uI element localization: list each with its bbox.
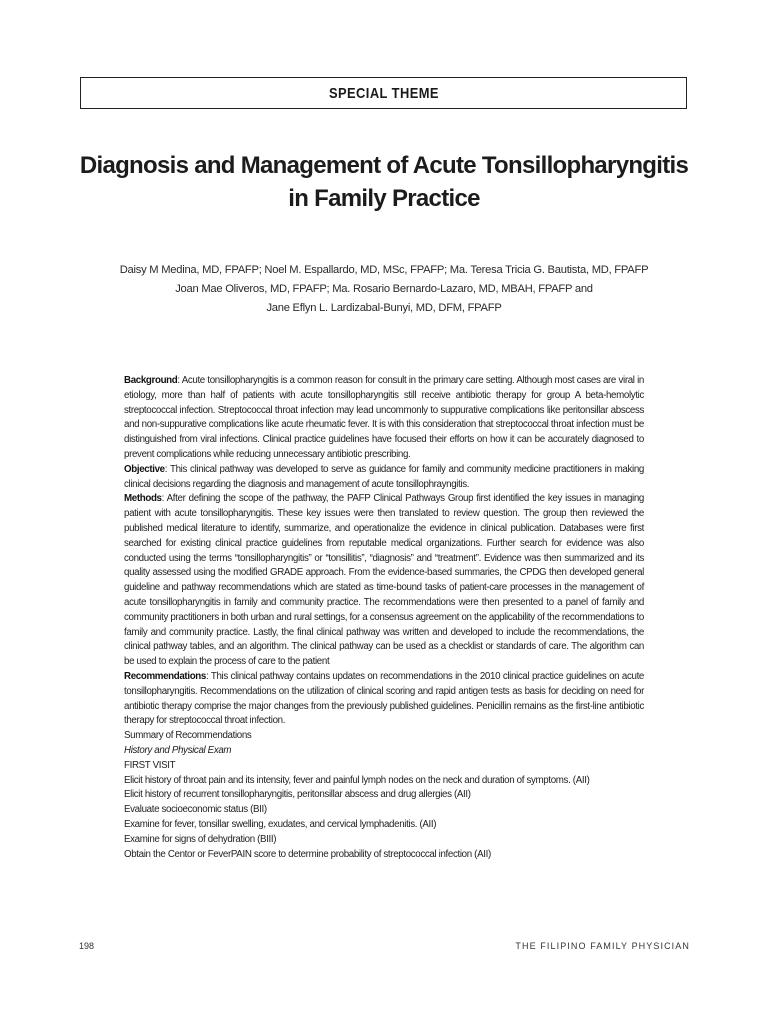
summary-heading: Summary of Recommendations bbox=[124, 730, 252, 742]
article-title: Diagnosis and Management of Acute Tonsillopharyngitis in Family Practice bbox=[79, 152, 689, 212]
recommendation-item: Obtain the Centor or FeverPAIN score to determine probability of streptococcal infection (AII) bbox=[124, 848, 491, 860]
recommendation-item: Elicit history of throat pain and its intensity, fever and painful lymph nodes on the neck and duration of symptoms. (AII) bbox=[124, 774, 590, 786]
author-line: Joan Mae Oliveros, MD, FPAFP; Ma. Rosario Bernardo-Lazaro, MD, MBAH, FPAFP and bbox=[175, 283, 593, 295]
background-label: Background bbox=[124, 375, 178, 386]
recommendation-item: Evaluate socioeconomic status (BII) bbox=[124, 804, 267, 816]
first-visit-label: FIRST VISIT bbox=[124, 759, 176, 771]
background-text: : Acute tonsillopharyngitis is a common reason for consult in the primary care setting. Although most cases are viral in etiology, more than half of patients with acute tonsillopharyngitis still receive antibiotic therapy for group A beta-hemolytic streptococcal infection. Streptococcal throat infection may lead uncommonly to suppurative complications like peritonsillar abscess and non-suppurative complications like acute rheumatic fever. It is with this consideration that streptococcal throat infection must be distinguished from viral infections. Clinical practice guidelines have focused their efforts on how it can be accurately diagnosed to prevent complications while reducing unnecessary antibiotic prescribing. bbox=[124, 375, 644, 460]
journal-name: THE FILIPINO FAMILY PHYSICIAN bbox=[515, 941, 690, 951]
recommendation-item: Examine for fever, tonsillar swelling, exudates, and cervical lymphadenitis. (AII) bbox=[124, 818, 437, 830]
methods-label: Methods bbox=[124, 493, 162, 505]
abstract-objective bbox=[124, 463, 644, 493]
abstract-methods bbox=[124, 492, 644, 670]
author-line: Jane Eflyn L. Lardizabal-Bunyi, MD, DFM, FPAFP bbox=[266, 302, 502, 314]
objective-label: Objective bbox=[124, 463, 165, 475]
special-theme-label: SPECIAL THEME bbox=[328, 84, 439, 102]
author-list bbox=[60, 261, 708, 318]
recommendations-text: : This clinical pathway contains updates on recommendations in the 2010 clinical practice guidelines on acute tonsillopharyngitis. Recommendations on the utilization of clinical scoring and rapid antigen tests as basis for deciding on need for antibiotic therapy comprise the major changes from the previously published guidelines. Penicillin remains as the first-line antibiotic therapy for streptococcal throat infection. bbox=[124, 670, 644, 727]
abstract-recommendations bbox=[124, 670, 644, 729]
recommendation-item: Elicit history of recurrent tonsillopharyngitis, peritonsillar abscess and drug allergies (AII) bbox=[124, 789, 471, 801]
abstract bbox=[124, 374, 644, 862]
page-number: 198 bbox=[79, 941, 95, 951]
recommendation-item: Examine for signs of dehydration (BIII) bbox=[124, 833, 277, 845]
recommendations-label: Recommendations bbox=[124, 670, 206, 682]
author-line: Daisy M Medina, MD, FPAFP; Noel M. Espallardo, MD, MSc, FPAFP; Ma. Teresa Tricia G. Bautista, MD, FPAFP bbox=[119, 264, 649, 276]
abstract-background bbox=[124, 374, 644, 463]
objective-text: : This clinical pathway was developed to serve as guidance for family and community medicine practitioners in making clinical decisions regarding the diagnosis and management of acute tonsillophrayngitis. bbox=[124, 463, 644, 490]
special-theme-banner bbox=[80, 77, 687, 109]
methods-text: : After defining the scope of the pathway, the PAFP Clinical Pathways Group first identified the key issues in managing patient with acute tonsillopharyngitis. These key issues were then translated to review question. The group then reviewed the published medical literature to identify, summarize, and operationalize the evidence in clinical publication. Databases were first searched for existing clinical practice guidelines from reputable medical organizations. Further search for evidence was also conducted using the terms “tonsillopharyngitis” or “tonsillitis”, “diagnosis” and “treatment”. Evidence was then summarized and its quality assessed using the modified GRADE approach. From the evidence-based summaries, the CPDG then developed general guideline and pathway recommendations which are stated as time-bound tasks of patient-care processes in the management of acute tonsillopharyngitis in family and community practice. The recommendations were then presented to a panel of family and community practitioners in both urban and rural settings, for a consensus agreement on the applicability of the recommendations to family and community practice. Lastly, the final clinical pathway was written and developed to include the recommendations, the clinical pathway tables, and an algorithm. The clinical pathway can be used as a checklist or standards of care. The algorithm can be used to explain the process of care to the patient bbox=[124, 493, 644, 668]
history-physical-exam-heading: History and Physical Exam bbox=[124, 744, 232, 756]
